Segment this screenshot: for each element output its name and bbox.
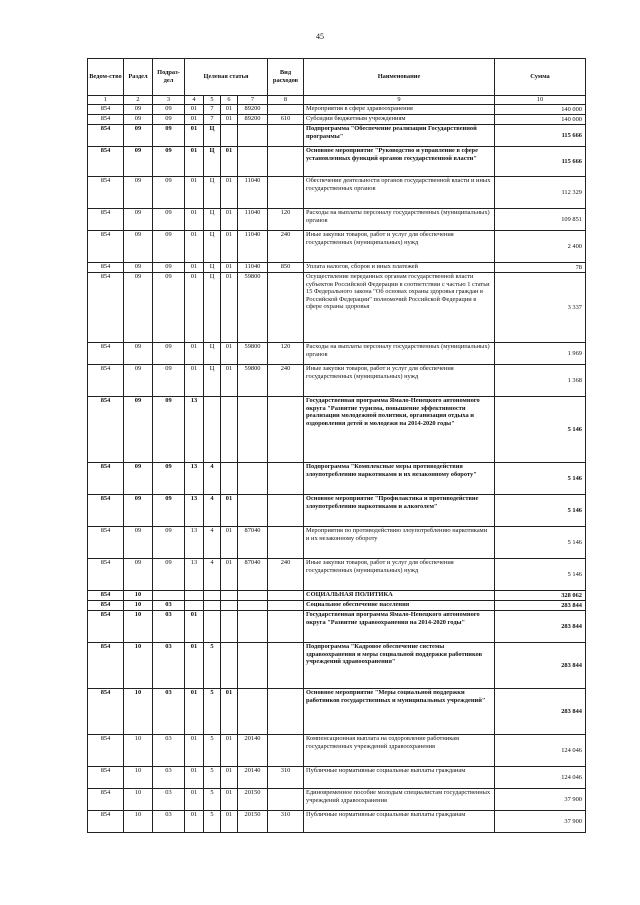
subprogram-code: Ц xyxy=(204,231,221,263)
department-code: 854 xyxy=(88,559,124,591)
subprogram-code: Ц xyxy=(204,273,221,343)
measure-code: 01 xyxy=(221,147,238,177)
item-name: Подпрограмма "Кадровое обеспечение системы здравоохранения и меры социальной поддержки работников учреждений здравоохранения" xyxy=(304,643,495,689)
expense-type-code: 240 xyxy=(268,231,304,263)
direction-code xyxy=(238,643,268,689)
subprogram-code: Ц xyxy=(204,125,221,147)
section-code: 10 xyxy=(124,767,153,789)
measure-code: 01 xyxy=(221,527,238,559)
table-row xyxy=(88,397,586,463)
table-row xyxy=(88,643,586,689)
header-section: Раздел xyxy=(124,59,153,96)
expense-type-code xyxy=(268,397,304,463)
direction-code: 11040 xyxy=(238,177,268,209)
expense-type-code xyxy=(268,273,304,343)
section-code: 09 xyxy=(124,263,153,273)
program-code: 01 xyxy=(185,105,204,115)
expense-type-code xyxy=(268,591,304,601)
program-code: 01 xyxy=(185,365,204,397)
expense-type-code: 120 xyxy=(268,343,304,365)
subsection-code: 09 xyxy=(153,273,185,343)
subsection-code: 09 xyxy=(153,209,185,231)
expense-type-code: 120 xyxy=(268,209,304,231)
header-expense-type: Вид расходов xyxy=(268,59,304,96)
subprogram-code: Ц xyxy=(204,263,221,273)
department-code: 854 xyxy=(88,591,124,601)
measure-code: 01 xyxy=(221,789,238,811)
table-row xyxy=(88,463,586,495)
subsection-code: 03 xyxy=(153,601,185,611)
table-row xyxy=(88,767,586,789)
item-sum: 5 146 xyxy=(495,559,586,591)
table-row xyxy=(88,611,586,643)
measure-code: 01 xyxy=(221,105,238,115)
subprogram-code: 5 xyxy=(204,767,221,789)
direction-code xyxy=(238,495,268,527)
item-name: Социальное обеспечение населения xyxy=(304,601,495,611)
department-code: 854 xyxy=(88,689,124,735)
table-row xyxy=(88,147,586,177)
program-code xyxy=(185,601,204,611)
direction-code xyxy=(238,397,268,463)
department-code: 854 xyxy=(88,273,124,343)
subsection-code: 09 xyxy=(153,463,185,495)
subsection-code: 09 xyxy=(153,177,185,209)
item-name: Уплата налогов, сборов и иных платежей xyxy=(304,263,495,273)
item-sum: 1 368 xyxy=(495,365,586,397)
table-row xyxy=(88,105,586,115)
department-code: 854 xyxy=(88,767,124,789)
expense-type-code xyxy=(268,789,304,811)
header-name: Наименование xyxy=(304,59,495,96)
measure-code: 01 xyxy=(221,495,238,527)
item-name: Расходы на выплаты персоналу государственных (муниципальных) органов xyxy=(304,343,495,365)
subprogram-code xyxy=(204,591,221,601)
item-sum: 283 844 xyxy=(495,601,586,611)
expense-type-code: 850 xyxy=(268,263,304,273)
expense-type-code xyxy=(268,147,304,177)
department-code: 854 xyxy=(88,735,124,767)
expense-type-code xyxy=(268,527,304,559)
column-number-cell: 10 xyxy=(495,96,586,105)
expense-type-code xyxy=(268,495,304,527)
column-number-cell: 8 xyxy=(268,96,304,105)
table-row xyxy=(88,231,586,263)
department-code: 854 xyxy=(88,365,124,397)
subsection-code: 03 xyxy=(153,643,185,689)
subprogram-code: 7 xyxy=(204,115,221,125)
subprogram-code: 4 xyxy=(204,463,221,495)
table-row xyxy=(88,263,586,273)
table-row xyxy=(88,591,586,601)
table-row xyxy=(88,177,586,209)
expense-type-code xyxy=(268,177,304,209)
measure-code: 01 xyxy=(221,559,238,591)
department-code: 854 xyxy=(88,147,124,177)
table-row xyxy=(88,125,586,147)
table-row xyxy=(88,209,586,231)
section-code: 09 xyxy=(124,177,153,209)
subsection-code: 09 xyxy=(153,527,185,559)
expense-type-code xyxy=(268,611,304,643)
expense-type-code xyxy=(268,643,304,689)
column-number-cell: 7 xyxy=(238,96,268,105)
subsection-code: 03 xyxy=(153,611,185,643)
department-code: 854 xyxy=(88,601,124,611)
subprogram-code: 5 xyxy=(204,689,221,735)
item-sum: 78 xyxy=(495,263,586,273)
item-sum: 5 146 xyxy=(495,527,586,559)
measure-code xyxy=(221,611,238,643)
item-name: Расходы на выплаты персоналу государственных (муниципальных) органов xyxy=(304,209,495,231)
direction-code xyxy=(238,147,268,177)
section-code: 09 xyxy=(124,125,153,147)
expense-type-code xyxy=(268,735,304,767)
subsection-code: 03 xyxy=(153,811,185,833)
department-code: 854 xyxy=(88,495,124,527)
item-name: Подпрограмма "Комплексные меры противодействия злоупотреблению наркотиками и их незаконному обороту" xyxy=(304,463,495,495)
section-code: 09 xyxy=(124,231,153,263)
column-number-cell: 9 xyxy=(304,96,495,105)
program-code: 13 xyxy=(185,397,204,463)
item-sum: 112 329 xyxy=(495,177,586,209)
table-row xyxy=(88,735,586,767)
department-code: 854 xyxy=(88,811,124,833)
department-code: 854 xyxy=(88,527,124,559)
section-code: 09 xyxy=(124,397,153,463)
subsection-code: 09 xyxy=(153,495,185,527)
section-code: 09 xyxy=(124,495,153,527)
direction-code: 20150 xyxy=(238,789,268,811)
table-row xyxy=(88,115,586,125)
subprogram-code: Ц xyxy=(204,177,221,209)
subsection-code: 03 xyxy=(153,789,185,811)
program-code: 01 xyxy=(185,273,204,343)
direction-code: 11040 xyxy=(238,263,268,273)
section-code: 10 xyxy=(124,789,153,811)
measure-code: 01 xyxy=(221,735,238,767)
measure-code: 01 xyxy=(221,343,238,365)
table-row xyxy=(88,273,586,343)
item-sum: 109 851 xyxy=(495,209,586,231)
department-code: 854 xyxy=(88,789,124,811)
program-code xyxy=(185,591,204,601)
section-code: 10 xyxy=(124,811,153,833)
direction-code: 59800 xyxy=(238,343,268,365)
expense-type-code: 310 xyxy=(268,767,304,789)
direction-code: 11040 xyxy=(238,231,268,263)
section-code: 09 xyxy=(124,209,153,231)
program-code: 01 xyxy=(185,177,204,209)
subprogram-code: Ц xyxy=(204,147,221,177)
subprogram-code xyxy=(204,601,221,611)
item-sum: 3 337 xyxy=(495,273,586,343)
item-sum: 5 146 xyxy=(495,495,586,527)
column-number-cell: 4 xyxy=(185,96,204,105)
expense-type-code: 240 xyxy=(268,559,304,591)
program-code: 01 xyxy=(185,125,204,147)
measure-code: 01 xyxy=(221,115,238,125)
expense-type-code: 240 xyxy=(268,365,304,397)
item-sum: 140 000 xyxy=(495,105,586,115)
column-number-cell: 6 xyxy=(221,96,238,105)
subprogram-code: 5 xyxy=(204,789,221,811)
column-number-cell: 2 xyxy=(124,96,153,105)
measure-code: 01 xyxy=(221,767,238,789)
item-name: Основное мероприятие "Профилактика и противодействие злоупотреблению наркотиками и алкоголем" xyxy=(304,495,495,527)
header-sum: Сумма xyxy=(495,59,586,96)
column-number-row xyxy=(88,96,586,105)
item-name: Обеспечение деятельности органов государственной власти и иных государственных органов xyxy=(304,177,495,209)
subprogram-code xyxy=(204,611,221,643)
item-sum: 115 666 xyxy=(495,125,586,147)
subprogram-code xyxy=(204,397,221,463)
item-name: Публичные нормативные социальные выплаты гражданам xyxy=(304,811,495,833)
subsection-code: 03 xyxy=(153,767,185,789)
expense-type-code xyxy=(268,463,304,495)
direction-code: 20140 xyxy=(238,767,268,789)
column-number-cell: 5 xyxy=(204,96,221,105)
department-code: 854 xyxy=(88,125,124,147)
item-name: Компенсационная выплата на оздоровление работникам государственных учреждений здравоохранения xyxy=(304,735,495,767)
item-sum: 115 666 xyxy=(495,147,586,177)
item-name: Иные закупки товаров, работ и услуг для обеспечения государственных (муниципальных) нужд xyxy=(304,231,495,263)
item-sum: 124 046 xyxy=(495,735,586,767)
measure-code xyxy=(221,397,238,463)
item-name: Основное мероприятие "Руководство и управление в сфере установленных функций органов государственной власти" xyxy=(304,147,495,177)
section-code: 09 xyxy=(124,273,153,343)
table-row xyxy=(88,343,586,365)
subsection-code xyxy=(153,591,185,601)
item-sum: 5 146 xyxy=(495,397,586,463)
item-name: СОЦИАЛЬНАЯ ПОЛИТИКА xyxy=(304,591,495,601)
subprogram-code: 7 xyxy=(204,105,221,115)
subprogram-code: 5 xyxy=(204,643,221,689)
program-code: 01 xyxy=(185,611,204,643)
expense-type-code: 310 xyxy=(268,811,304,833)
section-code: 09 xyxy=(124,115,153,125)
table-row xyxy=(88,689,586,735)
program-code: 13 xyxy=(185,559,204,591)
subsection-code: 09 xyxy=(153,125,185,147)
direction-code xyxy=(238,463,268,495)
item-sum: 5 146 xyxy=(495,463,586,495)
section-code: 10 xyxy=(124,689,153,735)
subprogram-code: Ц xyxy=(204,343,221,365)
subsection-code: 09 xyxy=(153,263,185,273)
measure-code: 01 xyxy=(221,689,238,735)
item-sum: 283 844 xyxy=(495,643,586,689)
program-code: 13 xyxy=(185,495,204,527)
program-code: 01 xyxy=(185,231,204,263)
department-code: 854 xyxy=(88,209,124,231)
subprogram-code: 5 xyxy=(204,735,221,767)
direction-code: 89200 xyxy=(238,115,268,125)
department-code: 854 xyxy=(88,177,124,209)
direction-code xyxy=(238,601,268,611)
program-code: 01 xyxy=(185,689,204,735)
program-code: 01 xyxy=(185,115,204,125)
program-code: 13 xyxy=(185,463,204,495)
section-code: 09 xyxy=(124,365,153,397)
section-code: 09 xyxy=(124,527,153,559)
measure-code xyxy=(221,643,238,689)
item-sum: 283 844 xyxy=(495,689,586,735)
item-sum: 283 844 xyxy=(495,611,586,643)
department-code: 854 xyxy=(88,463,124,495)
section-code: 09 xyxy=(124,147,153,177)
item-name: Мероприятия по противодействию злоупотреблению наркотиками и их незаконному обороту xyxy=(304,527,495,559)
department-code: 854 xyxy=(88,115,124,125)
program-code: 01 xyxy=(185,147,204,177)
section-code: 10 xyxy=(124,611,153,643)
subsection-code: 09 xyxy=(153,343,185,365)
item-sum: 328 062 xyxy=(495,591,586,601)
program-code: 01 xyxy=(185,643,204,689)
item-name: Подпрограмма "Обеспечение реализации Государственной программы" xyxy=(304,125,495,147)
direction-code: 11040 xyxy=(238,209,268,231)
table-row xyxy=(88,601,586,611)
section-code: 10 xyxy=(124,601,153,611)
department-code: 854 xyxy=(88,643,124,689)
column-number-cell: 1 xyxy=(88,96,124,105)
table-body xyxy=(88,105,586,833)
subsection-code: 09 xyxy=(153,115,185,125)
item-sum: 37 900 xyxy=(495,811,586,833)
section-code: 09 xyxy=(124,463,153,495)
subsection-code: 09 xyxy=(153,105,185,115)
header-target-item: Целевая статья xyxy=(185,59,268,96)
subsection-code: 09 xyxy=(153,147,185,177)
item-name: Мероприятия в сфере здравоохранения xyxy=(304,105,495,115)
direction-code: 20150 xyxy=(238,811,268,833)
item-sum: 1 969 xyxy=(495,343,586,365)
direction-code xyxy=(238,125,268,147)
department-code: 854 xyxy=(88,397,124,463)
item-name: Иные закупки товаров, работ и услуг для обеспечения государственных (муниципальных) нужд xyxy=(304,559,495,591)
direction-code: 59800 xyxy=(238,273,268,343)
department-code: 854 xyxy=(88,231,124,263)
measure-code: 01 xyxy=(221,365,238,397)
measure-code: 01 xyxy=(221,209,238,231)
direction-code xyxy=(238,689,268,735)
program-code: 01 xyxy=(185,789,204,811)
direction-code: 89200 xyxy=(238,105,268,115)
column-number-cell: 3 xyxy=(153,96,185,105)
table-row xyxy=(88,527,586,559)
table-row xyxy=(88,559,586,591)
table-row xyxy=(88,495,586,527)
table-row xyxy=(88,789,586,811)
program-code: 01 xyxy=(185,263,204,273)
section-code: 09 xyxy=(124,343,153,365)
expense-type-code xyxy=(268,105,304,115)
header-row xyxy=(88,59,586,96)
subsection-code: 03 xyxy=(153,735,185,767)
section-code: 10 xyxy=(124,591,153,601)
item-name: Единовременное пособие молодым специалистам государственных учреждений здравоохранения xyxy=(304,789,495,811)
subprogram-code: 4 xyxy=(204,527,221,559)
item-name: Осуществление переданных органам государственной власти субъектов Российской Федерации в соответствии с частью 1 статьи 15 Федерального закона "Об основах охраны здоровья граждан в Российской Федерации" полномочий Российской Федерации в сфере охраны здоровья xyxy=(304,273,495,343)
item-name: Иные закупки товаров, работ и услуг для обеспечения государственных (муниципальных) нужд xyxy=(304,365,495,397)
direction-code: 87040 xyxy=(238,559,268,591)
program-code: 01 xyxy=(185,343,204,365)
program-code: 01 xyxy=(185,735,204,767)
department-code: 854 xyxy=(88,105,124,115)
measure-code xyxy=(221,591,238,601)
header-subsection: Подраз-дел xyxy=(153,59,185,96)
section-code: 10 xyxy=(124,735,153,767)
subsection-code: 09 xyxy=(153,231,185,263)
item-name: Государственная программа Ямало-Ненецкого автономного округа "Развитие туризма, повышение эффективности реализации молодежной политики, организация отдыха и оздоровления детей и молодежи на 2014-2020 годы" xyxy=(304,397,495,463)
table-row xyxy=(88,365,586,397)
measure-code: 01 xyxy=(221,177,238,209)
item-sum: 37 900 xyxy=(495,789,586,811)
measure-code xyxy=(221,463,238,495)
measure-code: 01 xyxy=(221,273,238,343)
program-code: 01 xyxy=(185,209,204,231)
subsection-code: 09 xyxy=(153,397,185,463)
direction-code xyxy=(238,591,268,601)
subsection-code: 03 xyxy=(153,689,185,735)
budget-table xyxy=(87,58,586,833)
item-sum: 140 000 xyxy=(495,115,586,125)
item-name: Субсидии бюджетным учреждениям xyxy=(304,115,495,125)
program-code: 13 xyxy=(185,527,204,559)
program-code: 01 xyxy=(185,767,204,789)
item-name: Государственная программа Ямало-Ненецкого автономного округа "Развитие здравоохранения на 2014-2020 годы" xyxy=(304,611,495,643)
item-name: Основное мероприятие "Меры социальной поддержки работников государственных и муниципальных учреждений" xyxy=(304,689,495,735)
department-code: 854 xyxy=(88,263,124,273)
section-code: 09 xyxy=(124,105,153,115)
subprogram-code: 5 xyxy=(204,811,221,833)
subprogram-code: Ц xyxy=(204,365,221,397)
direction-code: 20140 xyxy=(238,735,268,767)
item-name: Публичные нормативные социальные выплаты гражданам xyxy=(304,767,495,789)
expense-type-code xyxy=(268,125,304,147)
subsection-code: 09 xyxy=(153,559,185,591)
measure-code: 01 xyxy=(221,263,238,273)
expense-type-code xyxy=(268,601,304,611)
measure-code xyxy=(221,601,238,611)
page-number: 45 xyxy=(316,32,324,41)
subprogram-code: Ц xyxy=(204,209,221,231)
measure-code: 01 xyxy=(221,811,238,833)
subprogram-code: 4 xyxy=(204,495,221,527)
subprogram-code: 4 xyxy=(204,559,221,591)
expense-type-code xyxy=(268,689,304,735)
header-department: Ведом-ство xyxy=(88,59,124,96)
direction-code xyxy=(238,611,268,643)
measure-code xyxy=(221,125,238,147)
item-sum: 2 400 xyxy=(495,231,586,263)
section-code: 09 xyxy=(124,559,153,591)
table-row xyxy=(88,811,586,833)
section-code: 10 xyxy=(124,643,153,689)
department-code: 854 xyxy=(88,611,124,643)
direction-code: 59800 xyxy=(238,365,268,397)
department-code: 854 xyxy=(88,343,124,365)
program-code: 01 xyxy=(185,811,204,833)
direction-code: 87040 xyxy=(238,527,268,559)
measure-code: 01 xyxy=(221,231,238,263)
expense-type-code: 610 xyxy=(268,115,304,125)
item-sum: 124 046 xyxy=(495,767,586,789)
subsection-code: 09 xyxy=(153,365,185,397)
